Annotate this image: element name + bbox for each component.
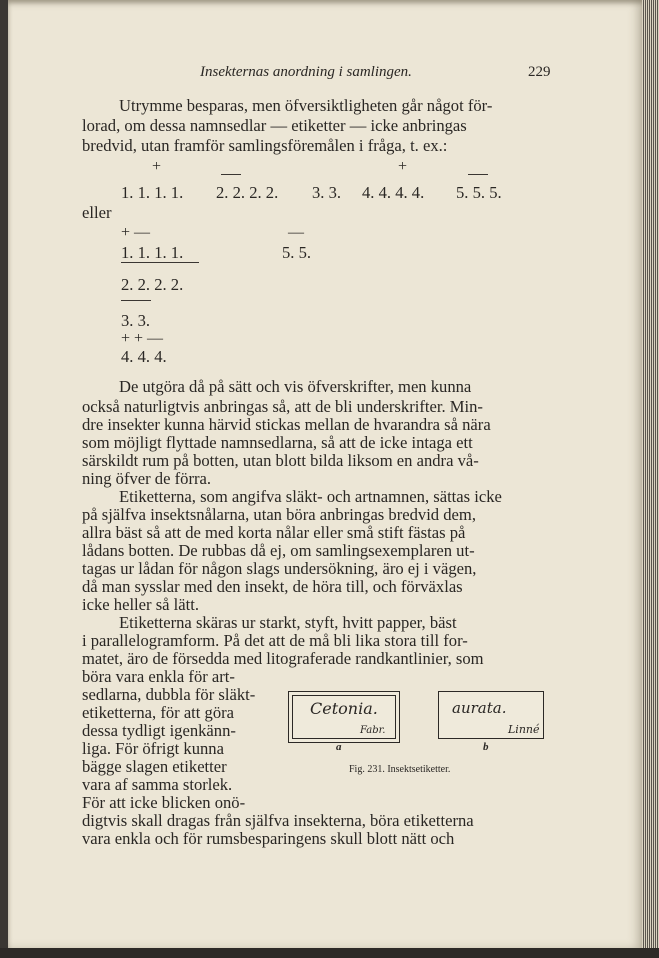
example2-signs-4: + + — xyxy=(121,330,164,347)
para2-line1: De utgöra då på sätt och vis öfverskrifter, men kunna xyxy=(119,377,472,396)
example1-group-3: 3. 3. xyxy=(312,183,342,202)
example2-row-2: 2. 2. 2. 2. xyxy=(121,275,184,294)
example2-row-4: 4. 4. 4. xyxy=(121,347,167,366)
para2-line3: dre insekter kunna härvid stickas mellan de hvarandra så nära xyxy=(82,415,491,434)
para3-line2: på själfva insektsnålarna, utan böra anbringas bredvid dem, xyxy=(82,505,476,524)
para4-end-1: digtvis skall dragas från själfva insekterna, böra etiketterna xyxy=(82,811,474,830)
para4-line3: matet, äro de försedda med litograferade randkantlinier, som xyxy=(82,649,484,668)
para3-line7: icke heller så lätt. xyxy=(82,595,200,614)
example1-group-4: 4. 4. 4. 4. xyxy=(362,183,425,202)
example1-group-2: 2. 2. 2. 2. xyxy=(216,183,279,202)
example2-row-3: 3. 3. xyxy=(121,311,151,330)
para2-line2: också naturligtvis anbringas så, att de bli underskrifter. Min- xyxy=(82,397,483,416)
para2-line6: ning öfver de förra. xyxy=(82,469,212,488)
para4-end-2: vara enkla och för rumsbesparingens skull blott nätt och xyxy=(82,829,455,848)
para4-line1: Etiketterna skäras ur starkt, styft, hvitt papper, bäst xyxy=(119,613,457,632)
para3-line5: tagas ur lådan för någon slags undersökning, äro ej i vägen, xyxy=(82,559,477,578)
genus-label-name: Cetonia. xyxy=(310,699,378,718)
para1-line3: bredvid, utan framför samlingsföremålen i fråga, t. ex.: xyxy=(82,136,448,155)
figure-letter-b: b xyxy=(483,741,489,753)
eller-word: eller xyxy=(82,203,112,222)
example1-bar-2 xyxy=(468,174,488,175)
page-number: 229 xyxy=(528,64,551,80)
para4-narrow-5: liga. För öfrigt kunna xyxy=(82,739,224,758)
para4-narrow-3: etiketterna, för att göra xyxy=(82,703,235,722)
figure-letter-a: a xyxy=(336,741,342,753)
para1-line2: lorad, om dessa namnsedlar — etiketter — icke anbringas xyxy=(82,116,467,135)
example1-group-5: 5. 5. 5. xyxy=(456,183,502,202)
para4-narrow-1: böra vara enkla för art- xyxy=(82,667,235,686)
figure-caption: Fig. 231. Insektsetiketter. xyxy=(349,764,451,775)
para3-line3: allra bäst så att de med korta nålar eller små stift fästas på xyxy=(82,523,466,542)
para3-line1: Etiketterna, som angifva släkt- och artnamnen, sättas icke xyxy=(119,487,502,506)
para4-narrow-7: vara af samma storlek. xyxy=(82,775,233,794)
para3-line4: lådans botten. De rubbas då ej, om samlingsexemplaren ut- xyxy=(82,541,475,560)
example2-bar-2 xyxy=(121,262,199,263)
example2-bar-3 xyxy=(121,300,151,301)
running-head-title: Insekternas anordning i samlingen. xyxy=(200,64,412,80)
genus-label-author: Fabr. xyxy=(360,725,386,736)
example2-row-1a: 1. 1. 1. 1. xyxy=(121,243,184,262)
page-stack-edge xyxy=(642,0,659,958)
para2-line5: särskildt rum på botten, utan blott bilda liksom en andra vå- xyxy=(82,451,479,470)
example1-sign-a: + xyxy=(152,158,162,175)
example1-bar-1 xyxy=(221,174,241,175)
species-label-name: aurata. xyxy=(452,699,507,717)
para4-line2: i parallelogramform. På det att de må bli lika stora till for- xyxy=(82,631,468,650)
para4-narrow-4: dessa tydligt igenkänn- xyxy=(82,721,236,740)
species-label-author: Linné xyxy=(508,723,540,736)
para1-line1: Utrymme besparas, men öfversiktligheten går något för- xyxy=(119,96,493,115)
example1-group-1: 1. 1. 1. 1. xyxy=(121,183,184,202)
example2-signs-5: — xyxy=(288,224,304,241)
para4-narrow-2: sedlarna, dubbla för släkt- xyxy=(82,685,256,704)
bottom-edge xyxy=(0,948,659,958)
para4-narrow-6: bägge slagen etiketter xyxy=(82,757,227,776)
example2-row-1b: 5. 5. xyxy=(282,243,312,262)
example2-signs-1: + — xyxy=(121,224,151,241)
example1-sign-b: + xyxy=(398,158,408,175)
para2-line4: som möjligt flyttade namnsedlarna, så att de icke intaga ett xyxy=(82,433,473,452)
para4-narrow-8: För att icke blicken onö- xyxy=(82,793,246,812)
para3-line6: då man sysslar med den insekt, de höra till, och förväxlas xyxy=(82,577,463,596)
